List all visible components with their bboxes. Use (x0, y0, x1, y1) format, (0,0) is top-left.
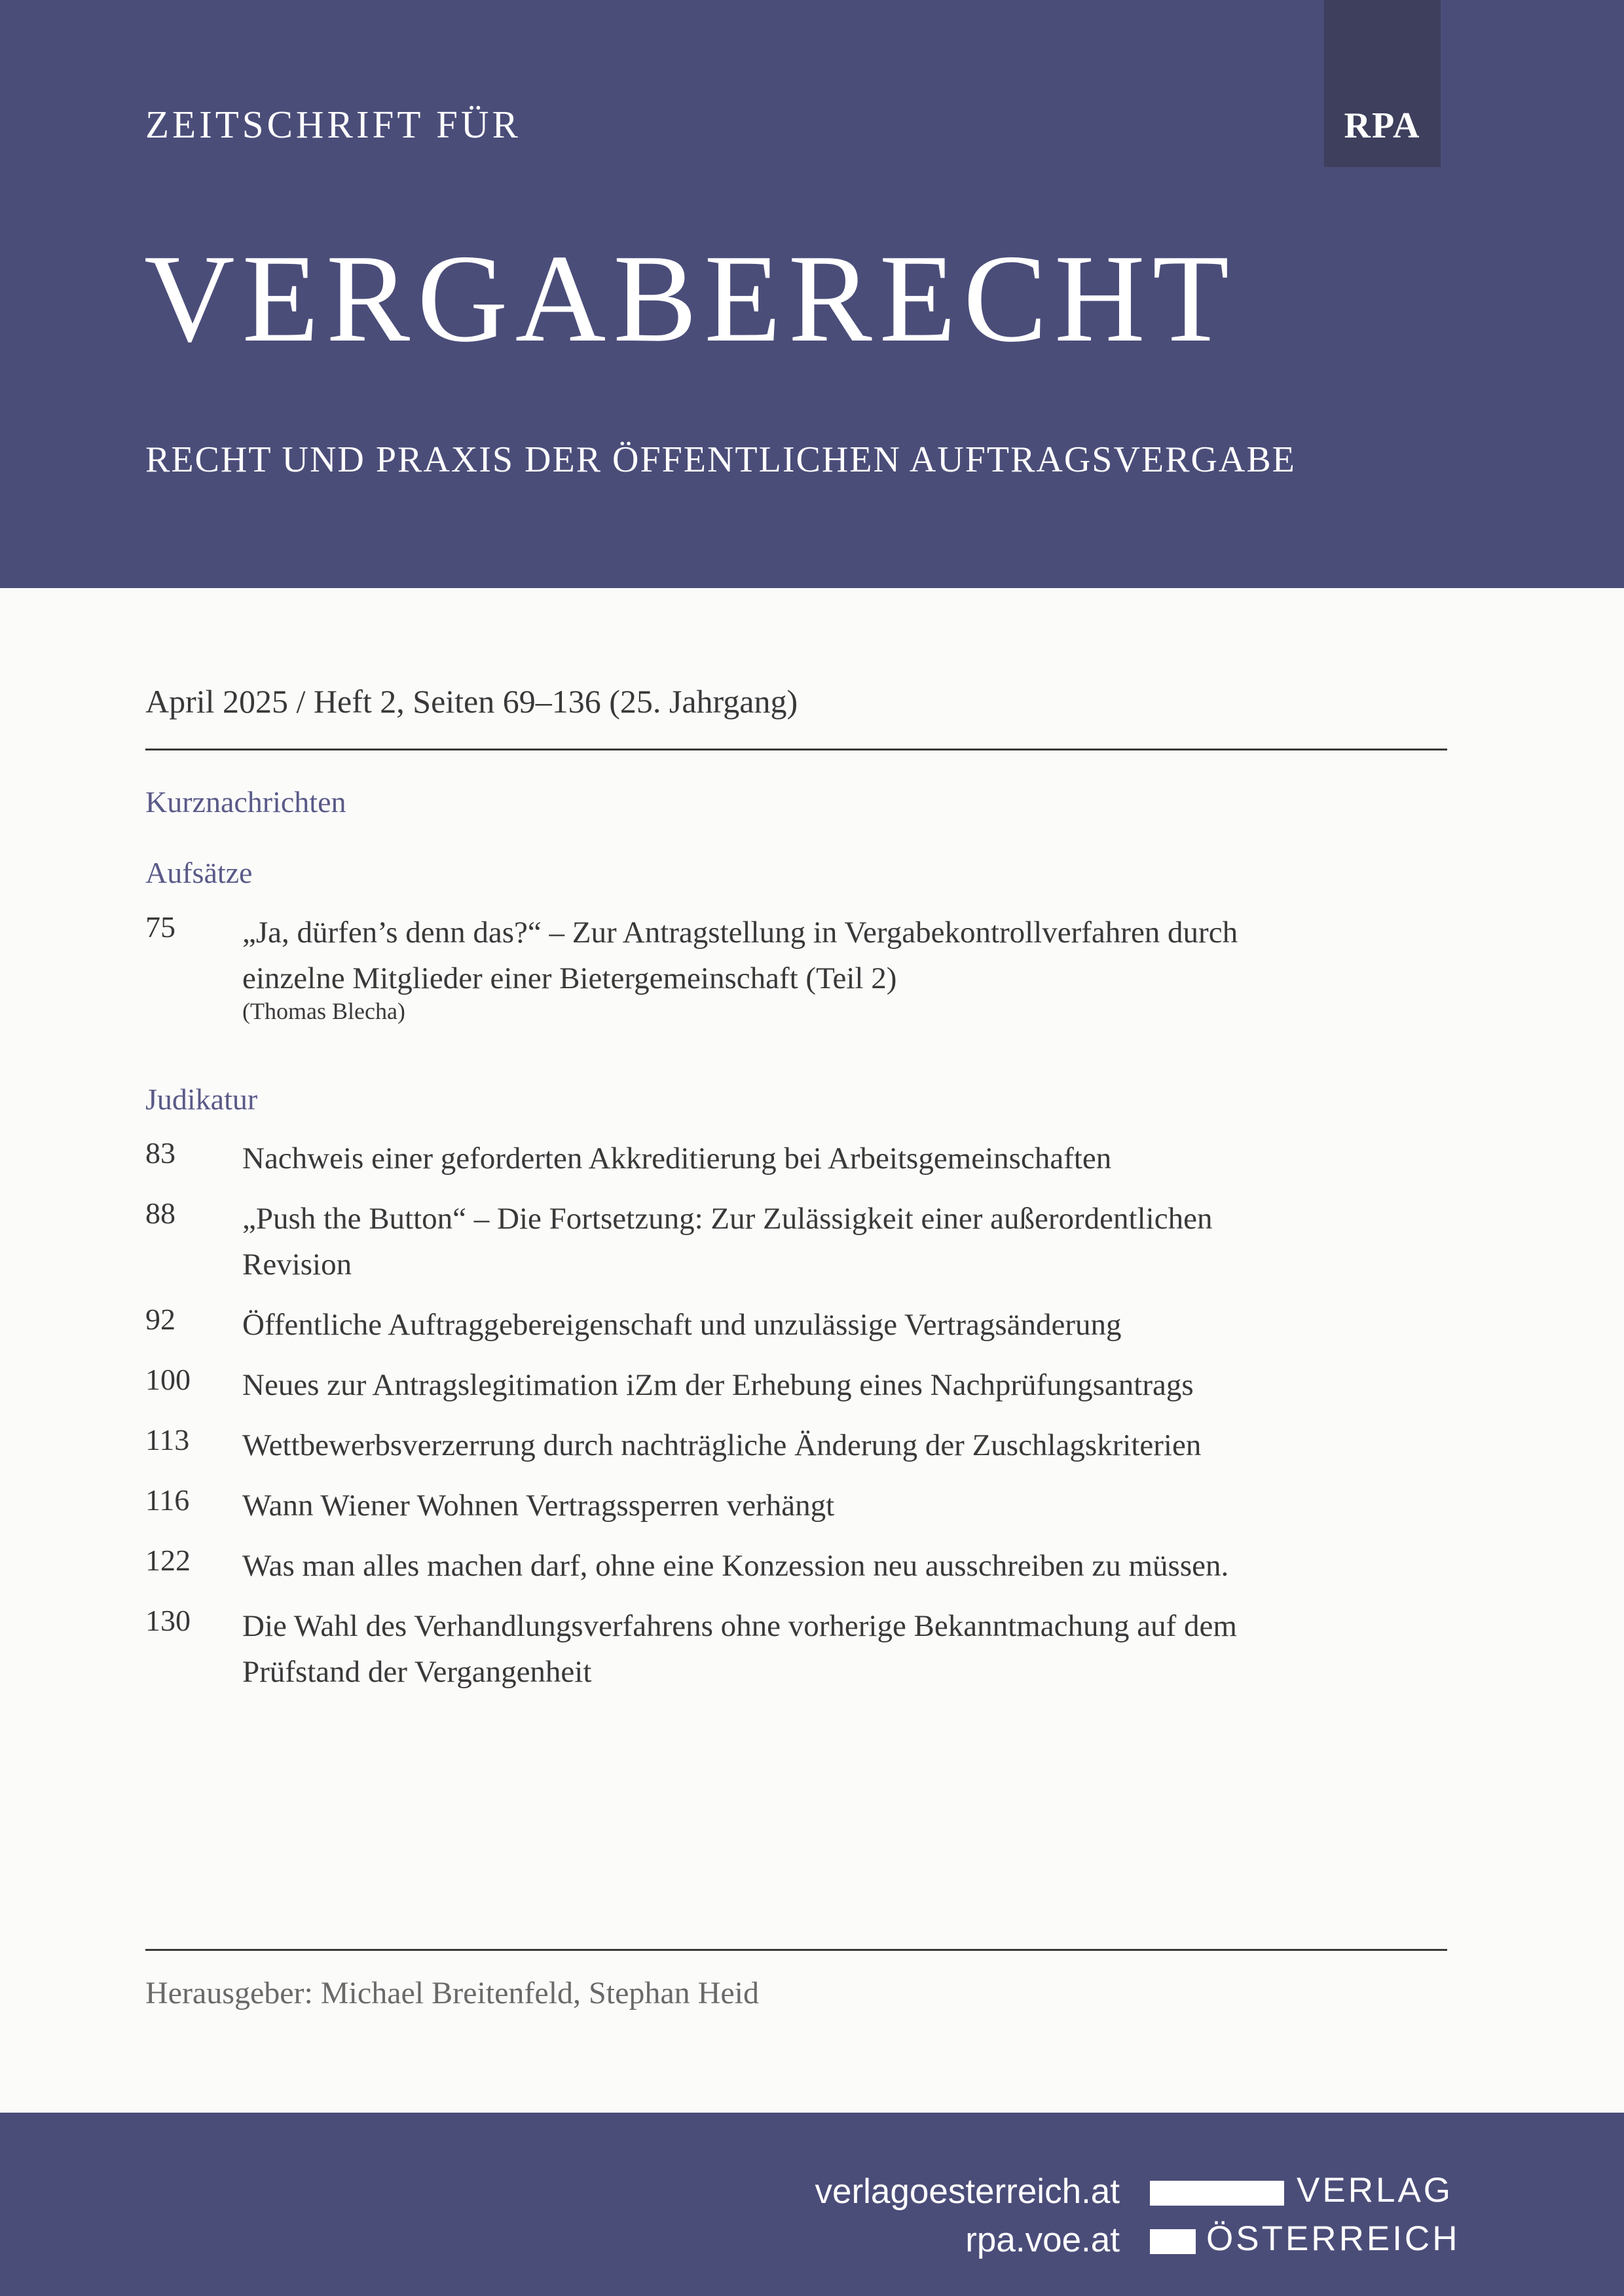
toc-title-line: Wann Wiener Wohnen Vertragssperren verhängt (242, 1489, 835, 1523)
divider-bottom (145, 1949, 1447, 1951)
toc-page-number: 92 (145, 1303, 175, 1336)
toc-title (242, 1543, 1447, 1589)
toc-title-line: Neues zur Antragslegitimation iZm der Erhebung eines Nachprüfungsantrags (242, 1368, 1194, 1402)
toc-title (242, 910, 1447, 1001)
journal-url[interactable]: rpa.voe.at (965, 2221, 1120, 2259)
publisher-logo-word: ÖSTERREICH (1206, 2219, 1460, 2258)
section-aufsaetze: Aufsätze (145, 856, 253, 889)
toc-title (242, 1422, 1447, 1468)
toc-page-number: 75 (145, 910, 175, 944)
toc-title-line: Wettbewerbsverzerrung durch nachträgliche Änderung der Zuschlagskriterien (242, 1428, 1202, 1462)
section-judikatur: Judikatur (145, 1083, 258, 1116)
publisher-url[interactable]: verlagoesterreich.at (815, 2172, 1120, 2211)
publisher-logo-word: VERLAG (1297, 2171, 1454, 2210)
toc-title-line: Öffentliche Auftraggebereigenschaft und unzulässige Vertragsänderung (242, 1308, 1122, 1342)
editors-line: Herausgeber: Michael Breitenfeld, Stephan Heid (145, 1976, 759, 2010)
toc-title (242, 1136, 1447, 1181)
rpa-badge: RPA (1324, 0, 1441, 167)
journal-title: VERGABERECHT (144, 229, 1236, 368)
issue-info: April 2025 / Heft 2, Seiten 69–136 (25. Jahrgang) (145, 683, 798, 720)
journal-subtitle: RECHT UND PRAXIS DER ÖFFENTLICHEN AUFTRAGSVERGABE (145, 439, 1296, 480)
toc-page-number: 116 (145, 1483, 190, 1517)
toc-title (242, 1302, 1447, 1348)
toc-title-line: Nachweis einer geforderten Akkreditierung bei Arbeitsgemeinschaften (242, 1141, 1112, 1176)
toc-title-line: Was man alles machen darf, ohne eine Konzession neu ausschreiben zu müssen. (242, 1549, 1229, 1583)
toc-title (242, 1196, 1447, 1287)
toc-page-number: 122 (145, 1544, 191, 1577)
toc-title (242, 1483, 1447, 1528)
toc-title-line: „Ja, dürfen’s denn das?“ – Zur Antragstellung in Vergabekontrollverfahren durch (242, 916, 1238, 950)
toc-page-number: 83 (145, 1136, 175, 1170)
toc-title-line: Revision (242, 1248, 352, 1282)
toc-page-number: 88 (145, 1196, 175, 1230)
toc-page-number: 100 (145, 1363, 191, 1396)
toc-title (242, 1362, 1447, 1408)
divider-top (145, 749, 1447, 750)
toc-page-number: 130 (145, 1604, 191, 1637)
section-kurznachrichten: Kurznachrichten (145, 785, 346, 819)
toc-title-line: Prüfstand der Vergangenheit (242, 1655, 592, 1689)
logo-bar-icon (1150, 2181, 1284, 2206)
logo-bar-icon (1150, 2229, 1196, 2254)
toc-title-line: einzelne Mitglieder einer Bietergemeinschaft (Teil 2) (242, 961, 897, 995)
toc-title-line: Die Wahl des Verhandlungsverfahrens ohne vorherige Bekanntmachung auf dem (242, 1609, 1237, 1643)
toc-title-line: „Push the Button“ – Die Fortsetzung: Zur Zulässigkeit einer außerordentlichen (242, 1202, 1213, 1236)
journal-kicker: ZEITSCHRIFT FÜR (145, 103, 521, 146)
toc-author: (Thomas Blecha) (242, 998, 405, 1024)
toc-page-number: 113 (145, 1423, 190, 1456)
toc-title (242, 1603, 1447, 1695)
